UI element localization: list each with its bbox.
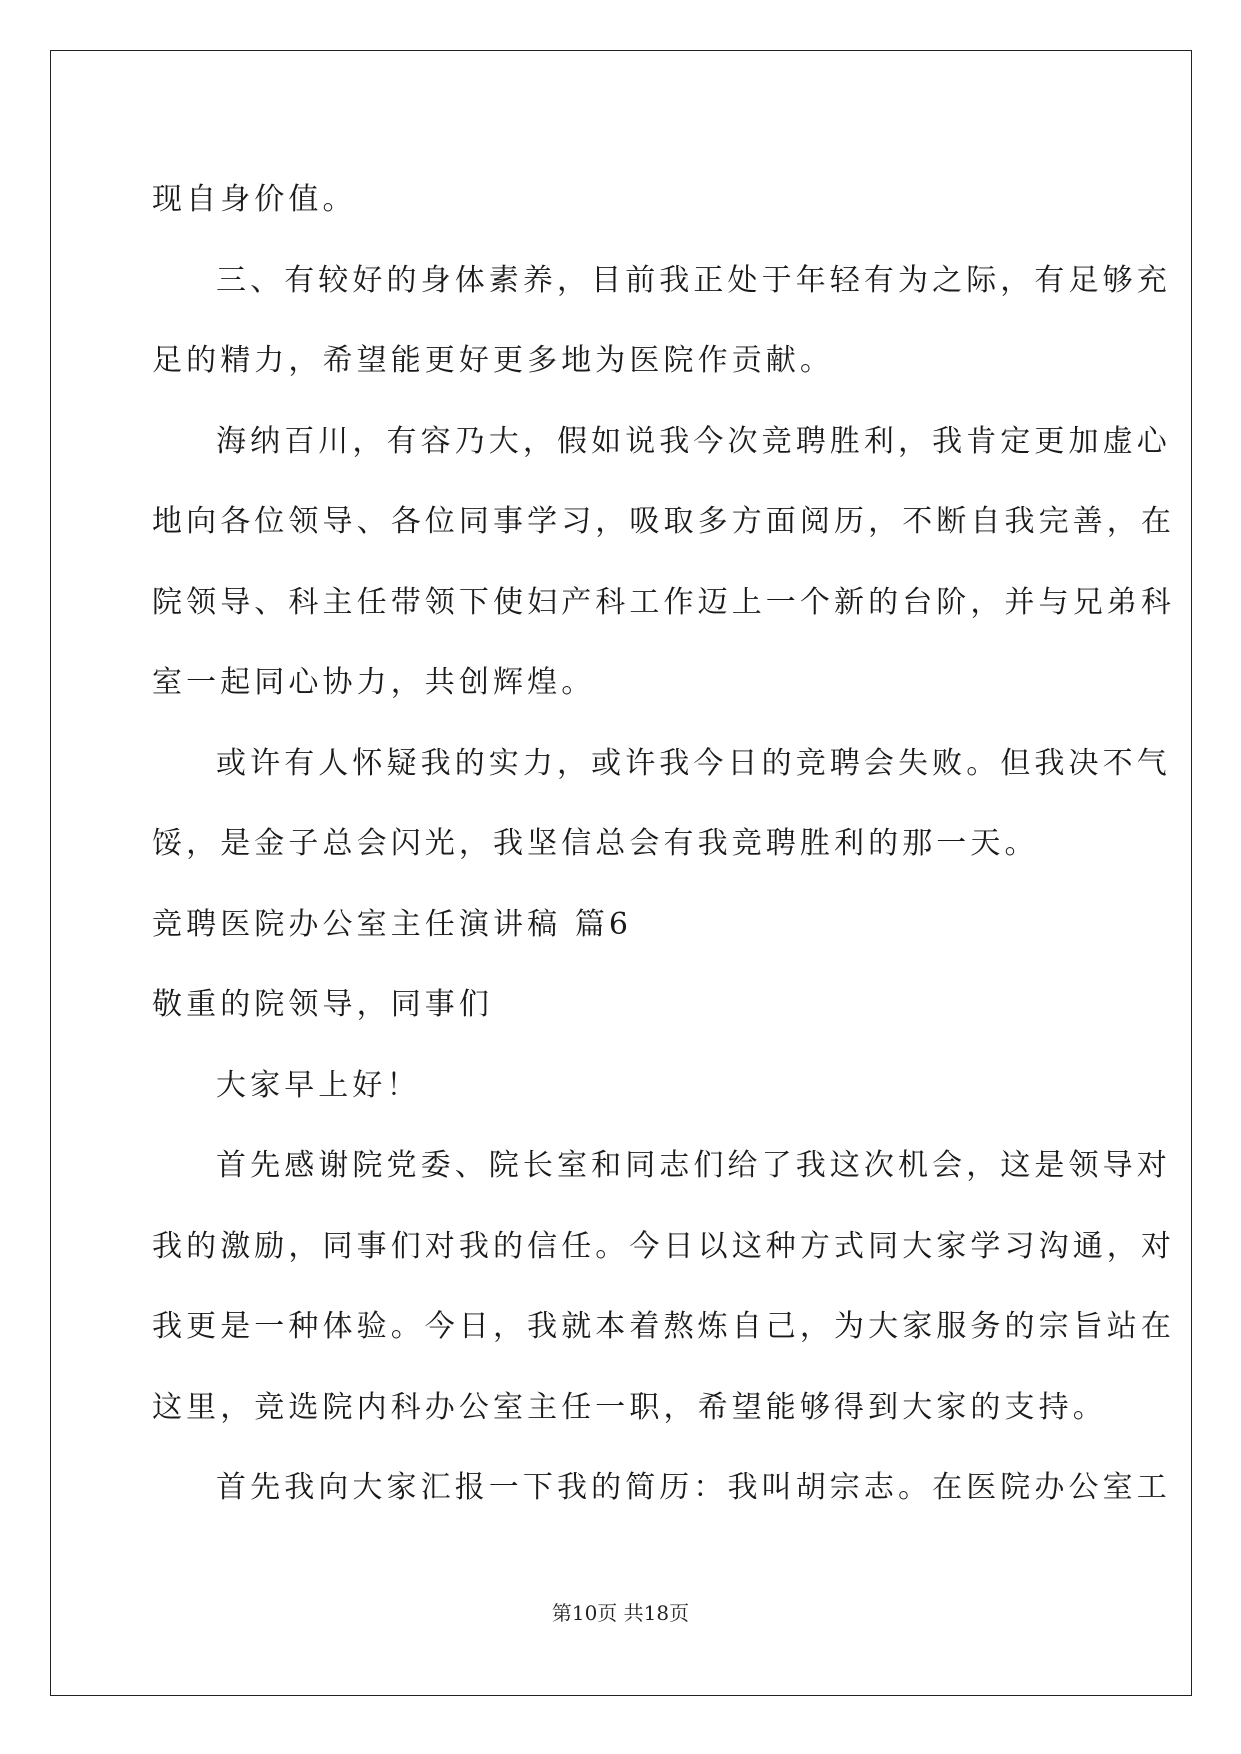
text-line-6: 院领导、科主任带领下使妇产科工作迈上一个新的台阶，并与兄弟科 — [152, 584, 1175, 620]
greeting: 大家早上好！ — [216, 1067, 421, 1103]
text-line-1: 现自身价值。 — [152, 182, 357, 217]
page-footer: 第10页 共18页 — [551, 1601, 690, 1625]
text-line-3: 足的精力，希望能更好更多地为医院作贡献。 — [152, 343, 834, 378]
text-line-17: 首先我向大家汇报一下我的简历：我叫胡宗志。在医院办公室工 — [216, 1470, 1171, 1505]
text-line-5: 地向各位领导、各位同事学习，吸取多方面阅历，不断自我完善，在 — [152, 504, 1175, 539]
text-line-16: 这里，竞选院内科办公室主任一职，希望能够得到大家的支持。 — [152, 1389, 1107, 1425]
text-line-15: 我更是一种体验。今日，我就本着熬炼自己，为大家服务的宗旨站在 — [152, 1309, 1175, 1344]
document-body — [152, 160, 1175, 1529]
salutation: 敬重的院领导，同事们 — [152, 987, 493, 1022]
text-line-9: 馁，是金子总会闪光，我坚信总会有我竞聘胜利的那一天。 — [152, 826, 1039, 861]
text-line-2: 三、有较好的身体素养，目前我正处于年轻有为之际，有足够充 — [216, 262, 1171, 298]
text-line-8: 或许有人怀疑我的实力，或许我今日的竞聘会失败。但我决不气 — [216, 745, 1171, 781]
text-line-7: 室一起同心协力，共创辉煌。 — [152, 665, 596, 700]
text-line-14: 我的激励，同事们对我的信任。今日以这种方式同大家学习沟通，对 — [152, 1228, 1175, 1264]
section-heading: 竞聘医院办公室主任演讲稿 篇6 — [152, 906, 633, 942]
text-line-13: 首先感谢院党委、院长室和同志们给了我这次机会，这是领导对 — [216, 1148, 1171, 1183]
text-line-4: 海纳百川，有容乃大，假如说我今次竞聘胜利，我肯定更加虚心 — [216, 423, 1171, 459]
